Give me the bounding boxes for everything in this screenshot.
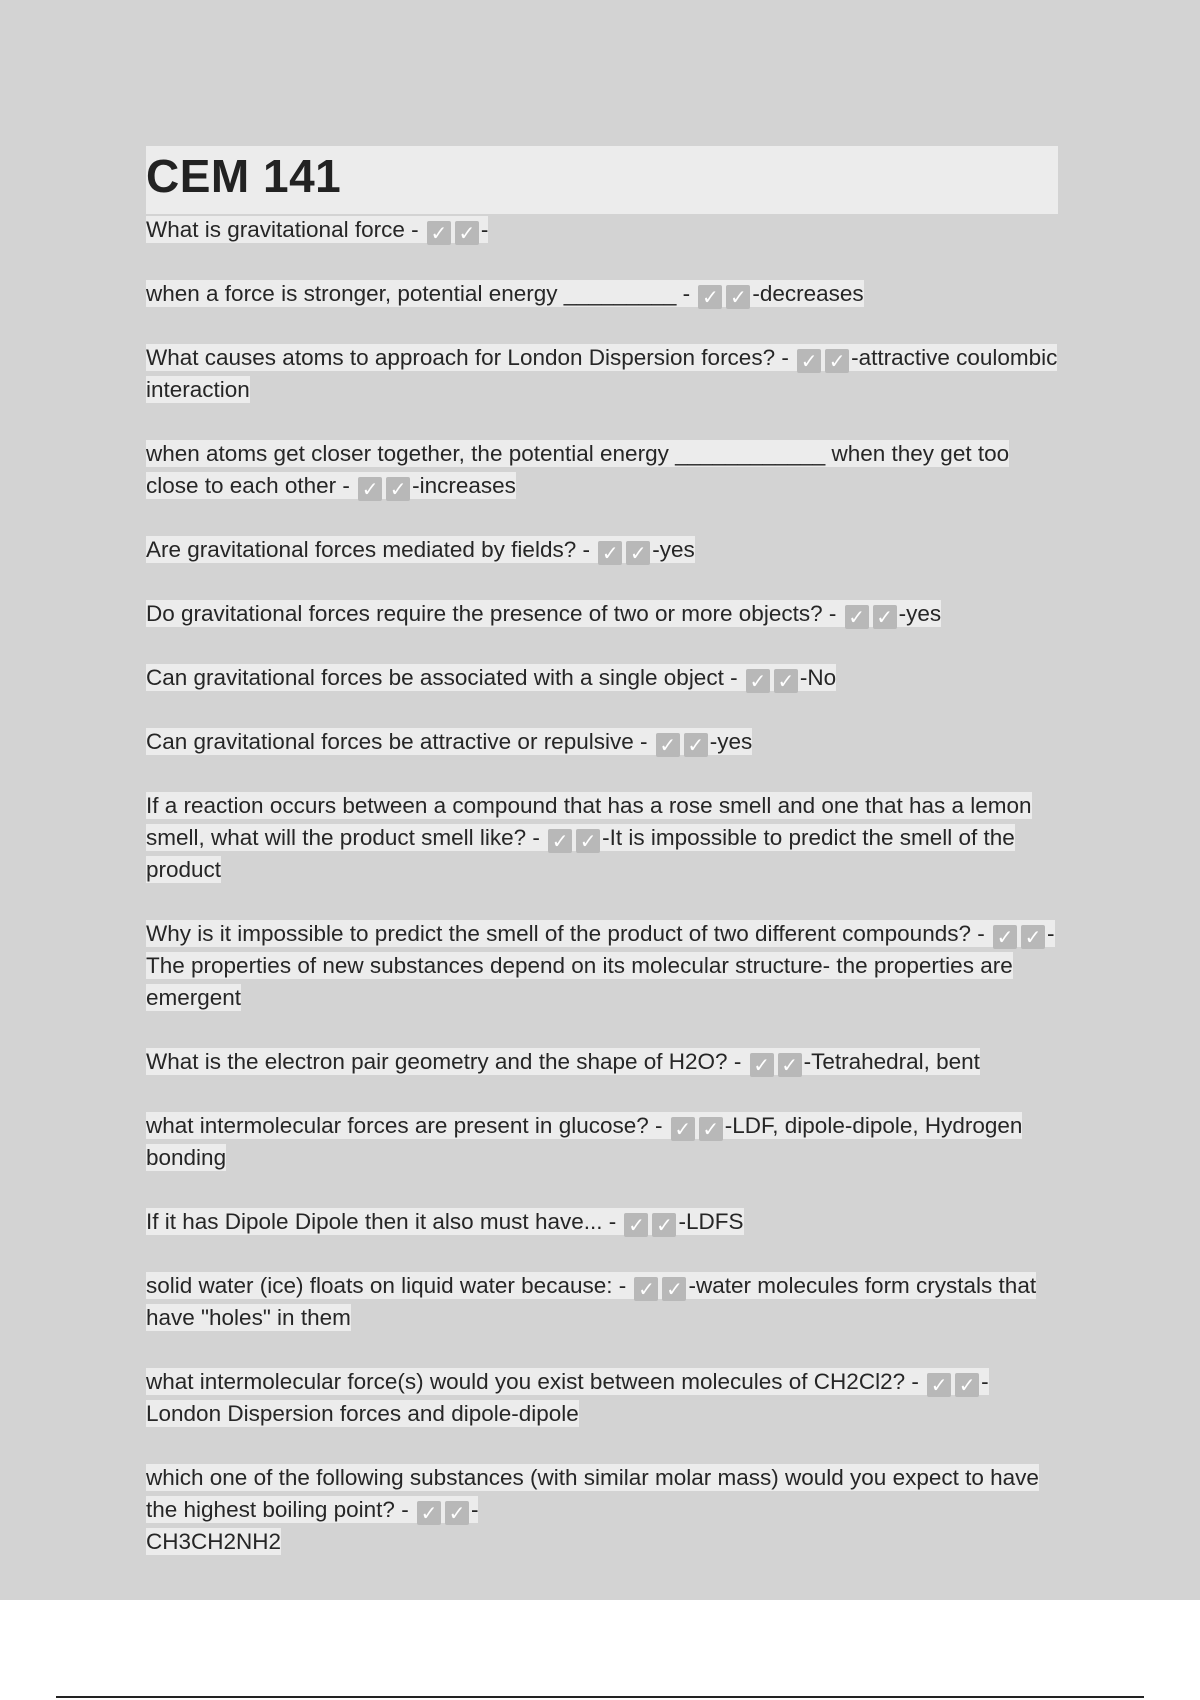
separator: - (676, 281, 697, 306)
answer-text: yes (659, 537, 695, 562)
separator: - (470, 1497, 479, 1522)
answer-text: No (807, 665, 837, 690)
question-text: What is the electron pair geometry and the shape of H2O? (146, 1049, 728, 1074)
qa-text (146, 1112, 1022, 1171)
separator: - (633, 729, 654, 754)
separator: - (822, 601, 843, 626)
qa-item (146, 1206, 1058, 1238)
check-icon: ✓ (955, 1373, 979, 1397)
check-icon: ✓ (873, 605, 897, 629)
qa-text (146, 216, 488, 243)
separator: - (602, 1209, 623, 1234)
separator: - (981, 1369, 989, 1394)
check-icon: ✓ (445, 1501, 469, 1525)
separator: - (803, 1049, 812, 1074)
qa-text (146, 1208, 744, 1235)
answer-text: LDF, dipole-dipole, Hydrogen bonding (146, 1113, 1023, 1170)
document-content (146, 146, 1058, 1590)
check-icon: ✓ (358, 477, 382, 501)
qa-item (146, 278, 1058, 310)
qa-item (146, 342, 1058, 406)
question-text: What causes atoms to approach for London Dispersion forces? (146, 345, 776, 370)
question-text: If it has Dipole Dipole then it also must have... (146, 1209, 603, 1234)
check-icon: ✓ (386, 477, 410, 501)
separator: - (526, 825, 547, 850)
separator: - (724, 1113, 733, 1138)
separator: - (799, 665, 808, 690)
qa-text (146, 1368, 989, 1427)
question-text: If a reaction occurs between a compound that has a rose smell and one that has a lemon smell, what will the product smell like? (146, 793, 1032, 850)
qa-text (146, 440, 1009, 499)
answer-text: decreases (759, 281, 864, 306)
separator: - (752, 281, 760, 306)
qa-text (146, 920, 1055, 1011)
qa-item (146, 662, 1058, 694)
separator: - (576, 537, 597, 562)
qa-text (146, 1464, 1039, 1523)
question-text: Why is it impossible to predict the smell of the product of two different compounds? (146, 921, 971, 946)
check-icon: ✓ (746, 669, 770, 693)
question-text: which one of the following substances (with similar molar mass) would you expect to have the highest boiling point? (146, 1465, 1039, 1522)
check-icon: ✓ (726, 285, 750, 309)
answer-text: water molecules form crystals that have "holes" in them (146, 1273, 1037, 1330)
check-icon: ✓ (652, 1213, 676, 1237)
question-text: Can gravitational forces be associated with a single object (146, 665, 724, 690)
qa-item (146, 1046, 1058, 1078)
answer-text: yes (906, 601, 942, 626)
separator: - (336, 473, 357, 498)
check-icon: ✓ (1021, 925, 1045, 949)
separator: - (652, 537, 660, 562)
answer-line (146, 1526, 1058, 1558)
check-icon: ✓ (671, 1117, 695, 1141)
qa-item (146, 1366, 1058, 1430)
qa-text (146, 280, 864, 307)
qa-text (146, 344, 1057, 403)
footer-divider (56, 1696, 1144, 1698)
separator: - (723, 665, 744, 690)
title-bar (146, 146, 1058, 214)
qa-text (146, 664, 836, 691)
separator: - (851, 345, 859, 370)
question-text: Are gravitational forces mediated by fields? (146, 537, 577, 562)
separator: - (412, 473, 420, 498)
check-icon: ✓ (624, 1213, 648, 1237)
check-icon: ✓ (927, 1373, 951, 1397)
answer-text: attractive coulombic interaction (146, 345, 1058, 402)
question-text: solid water (ice) floats on liquid water because: (146, 1273, 613, 1298)
answer-text: LDFS (685, 1209, 744, 1234)
check-icon: ✓ (825, 349, 849, 373)
check-icon: ✓ (634, 1277, 658, 1301)
answer-text: yes (717, 729, 753, 754)
answer-text: Tetrahedral, bent (811, 1049, 980, 1074)
separator: - (898, 601, 907, 626)
check-icon: ✓ (656, 733, 680, 757)
qa-item (146, 534, 1058, 566)
question-text: when atoms get closer together, the potential energy ____________ when they get too close to each other (146, 441, 1010, 498)
check-icon: ✓ (684, 733, 708, 757)
check-icon: ✓ (662, 1277, 686, 1301)
qa-item (146, 726, 1058, 758)
qa-item (146, 214, 1058, 246)
separator: - (612, 1273, 633, 1298)
qa-list (146, 214, 1058, 1558)
check-icon: ✓ (699, 1117, 723, 1141)
qa-item (146, 918, 1058, 1014)
check-icon: ✓ (417, 1501, 441, 1525)
separator: - (404, 217, 425, 242)
check-icon: ✓ (774, 669, 798, 693)
answer-text: London Dispersion forces and dipole-dipole (146, 1401, 579, 1426)
question-text: What is gravitational force (146, 217, 405, 242)
qa-item (146, 790, 1058, 886)
check-icon: ✓ (778, 1053, 802, 1077)
check-icon: ✓ (750, 1053, 774, 1077)
qa-item (146, 1110, 1058, 1174)
separator: - (648, 1113, 669, 1138)
check-icon: ✓ (576, 829, 600, 853)
check-icon: ✓ (455, 221, 479, 245)
qa-text (146, 792, 1032, 883)
separator: - (678, 1209, 686, 1234)
qa-item (146, 438, 1058, 502)
question-text: Can gravitational forces be attractive or repulsive (146, 729, 634, 754)
qa-item (146, 1270, 1058, 1334)
answer-text: The properties of new substances depend on its molecular structure- the properties are emergent (146, 953, 1013, 1010)
qa-item (146, 598, 1058, 630)
check-icon: ✓ (548, 829, 572, 853)
separator: - (971, 921, 991, 946)
separator: - (727, 1049, 748, 1074)
separator: - (905, 1369, 926, 1394)
separator: - (688, 1273, 696, 1298)
separator: - (480, 217, 489, 242)
check-icon: ✓ (598, 541, 622, 565)
separator: - (394, 1497, 415, 1522)
check-icon: ✓ (845, 605, 869, 629)
qa-text (146, 1048, 980, 1075)
answer-text: CH3CH2NH2 (146, 1529, 282, 1554)
qa-text (146, 1272, 1036, 1331)
answer-text: It is impossible to predict the smell of the product (146, 825, 1015, 882)
check-icon: ✓ (698, 285, 722, 309)
question-text: what intermolecular forces are present in glucose? (146, 1113, 649, 1138)
check-icon: ✓ (797, 349, 821, 373)
qa-text (146, 536, 695, 563)
question-text: what intermolecular force(s) would you exist between molecules of CH2Cl2? (146, 1369, 906, 1394)
question-text: Do gravitational forces require the presence of two or more objects? (146, 601, 823, 626)
separator: - (602, 825, 610, 850)
qa-text (146, 600, 941, 627)
separator: - (1047, 921, 1055, 946)
separator: - (709, 729, 718, 754)
page-title: CEM 141 (146, 150, 342, 202)
question-text: when a force is stronger, potential energy _________ (146, 281, 677, 306)
qa-item (146, 1462, 1058, 1558)
check-icon: ✓ (993, 925, 1017, 949)
check-icon: ✓ (626, 541, 650, 565)
qa-text (146, 728, 752, 755)
answer-text: increases (419, 473, 516, 498)
check-icon: ✓ (427, 221, 451, 245)
separator: - (775, 345, 796, 370)
